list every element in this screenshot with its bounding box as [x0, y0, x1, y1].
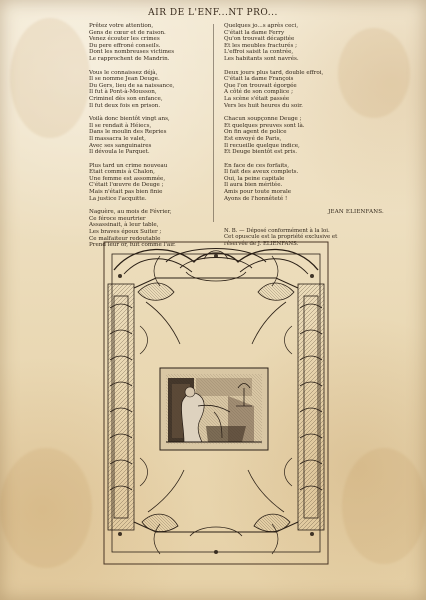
verse-line: Les braves époux Suiter ; [89, 229, 162, 236]
verse-line: Criminel dès son enfance, [89, 95, 163, 102]
engraved-illustration [96, 236, 336, 574]
verse-line: Une femme est assommée, [89, 175, 166, 182]
verse-line: Gens de cœur et de raison. [89, 29, 166, 36]
verse-line: Du Gers, lieu de sa naissance, [89, 82, 175, 89]
verse-line: Vers les huit heures du soir. [224, 102, 303, 109]
verse-line: Et Deuge bientôt est pris. [224, 149, 298, 156]
verse-line: Le rapprochent de Mandrin. [89, 55, 170, 62]
verse-line: Voilà donc bientôt vingt ans, [89, 116, 170, 123]
verse-line: Oui, la peine capitale [224, 175, 285, 182]
verse-line: Dans le moulin des Repries [89, 129, 167, 136]
verse-line: On fin agent de police [224, 129, 287, 136]
right-song-column [224, 23, 384, 248]
verse-line: Assassinait, à leur table, [89, 222, 159, 229]
verse-line: Il se rendait à Héiecs, [89, 122, 152, 129]
verse-line: Est envoyé de Paris, [224, 135, 282, 142]
verse-line: Ce féroce meurtrier [89, 215, 146, 222]
verse-line: Qu'on trouvait décapitée [224, 36, 295, 43]
verse-line: Il fait des aveux complets. [224, 169, 299, 176]
page-title: AIR DE L'ENF...NT PRO... [148, 8, 278, 18]
right-stanza [224, 23, 384, 63]
verse-line: Deux jours plus tard, double effroi, [224, 69, 324, 76]
right-stanza [224, 163, 384, 203]
verse-line: Il massacra le valet, [89, 135, 146, 142]
verse-line: Mais n'était pas bien finie [89, 189, 163, 196]
verse-line: Chacun soupçonne Deuge ; [224, 116, 302, 123]
author-signature: JEAN ELIENFANS. [328, 209, 384, 216]
paper-stain [0, 448, 92, 568]
verse-line: Ce malfaiteur redoutable [89, 235, 161, 242]
verse-line: Il se nomme Jean Deuge. [89, 76, 160, 83]
verse-line: L'effroi saisit la contrée, [224, 49, 294, 56]
paper-stain [10, 18, 90, 138]
central-scene-art [160, 368, 268, 450]
verse-line: Venez écouter les crimes [89, 36, 160, 43]
column-divider [213, 24, 214, 222]
verse-line: Prêtez votre attention, [89, 23, 154, 29]
verse-line: A côté de son complice ; [224, 89, 294, 96]
verse-line: Etait commis à Chalon, [89, 169, 155, 176]
verse-line: Il fut deux fois en prison. [89, 102, 161, 109]
verse-line: La justice l'acquitte. [89, 195, 147, 202]
note-line: Cet opuscule est la propriété exclusive et [224, 234, 338, 241]
verse-line: Vous le connaissez déjà, [89, 69, 158, 76]
verse-line: Il dévoula le Parquet. [89, 149, 150, 156]
verse-line: Amis pour toute morale [224, 189, 292, 196]
verse-line: Il fut à Pont-à-Mousson, [89, 89, 157, 96]
note-line: réservée de J. ELIENFANS. [224, 241, 299, 248]
verse-line: Ayons de l'honnêteté ! [224, 195, 288, 202]
verse-line: En face de ces forfaits, [224, 162, 290, 169]
verse-line: C'était l'œuvre de Deuge ; [89, 182, 164, 189]
verse-line: C'était la dame François [224, 76, 294, 83]
verse-line: Que l'on trouvait égorgée [224, 82, 297, 89]
verse-line: Et quelques preuves sont là. [224, 122, 305, 129]
verse-line: Les habitants sont navrés. [224, 55, 299, 62]
right-stanza [224, 70, 384, 110]
verse-line: Quelques jo...s après ceci, [224, 23, 299, 29]
verse-line: Naguère, au mois de Février, [89, 209, 172, 216]
verse-line: La scène s'était passée [224, 95, 290, 102]
paper-stain [342, 448, 426, 564]
verse-line: Il aura bien méritée. [224, 182, 283, 189]
verse-line: Du pere effroné conseiIs. [89, 42, 161, 49]
verse-line: C'était la dame Ferry [224, 29, 285, 36]
verse-line: Prend leur or, fuit comme l'air. [89, 242, 176, 249]
note-line: N. B. — Déposé conformément à la loi. [224, 227, 330, 234]
verse-line: Il recueille quelque indice, [224, 142, 300, 149]
verse-line: Avec ses sanguinaires [89, 142, 152, 149]
ornate-frame-illustration [96, 236, 336, 574]
verse-line: Plus tard un crime nouveau [89, 162, 168, 169]
verse-line: Dont les nombreuses victimes [89, 49, 175, 56]
verse-line: Et les meubles fracturés ; [224, 42, 297, 49]
right-stanza [224, 116, 384, 156]
